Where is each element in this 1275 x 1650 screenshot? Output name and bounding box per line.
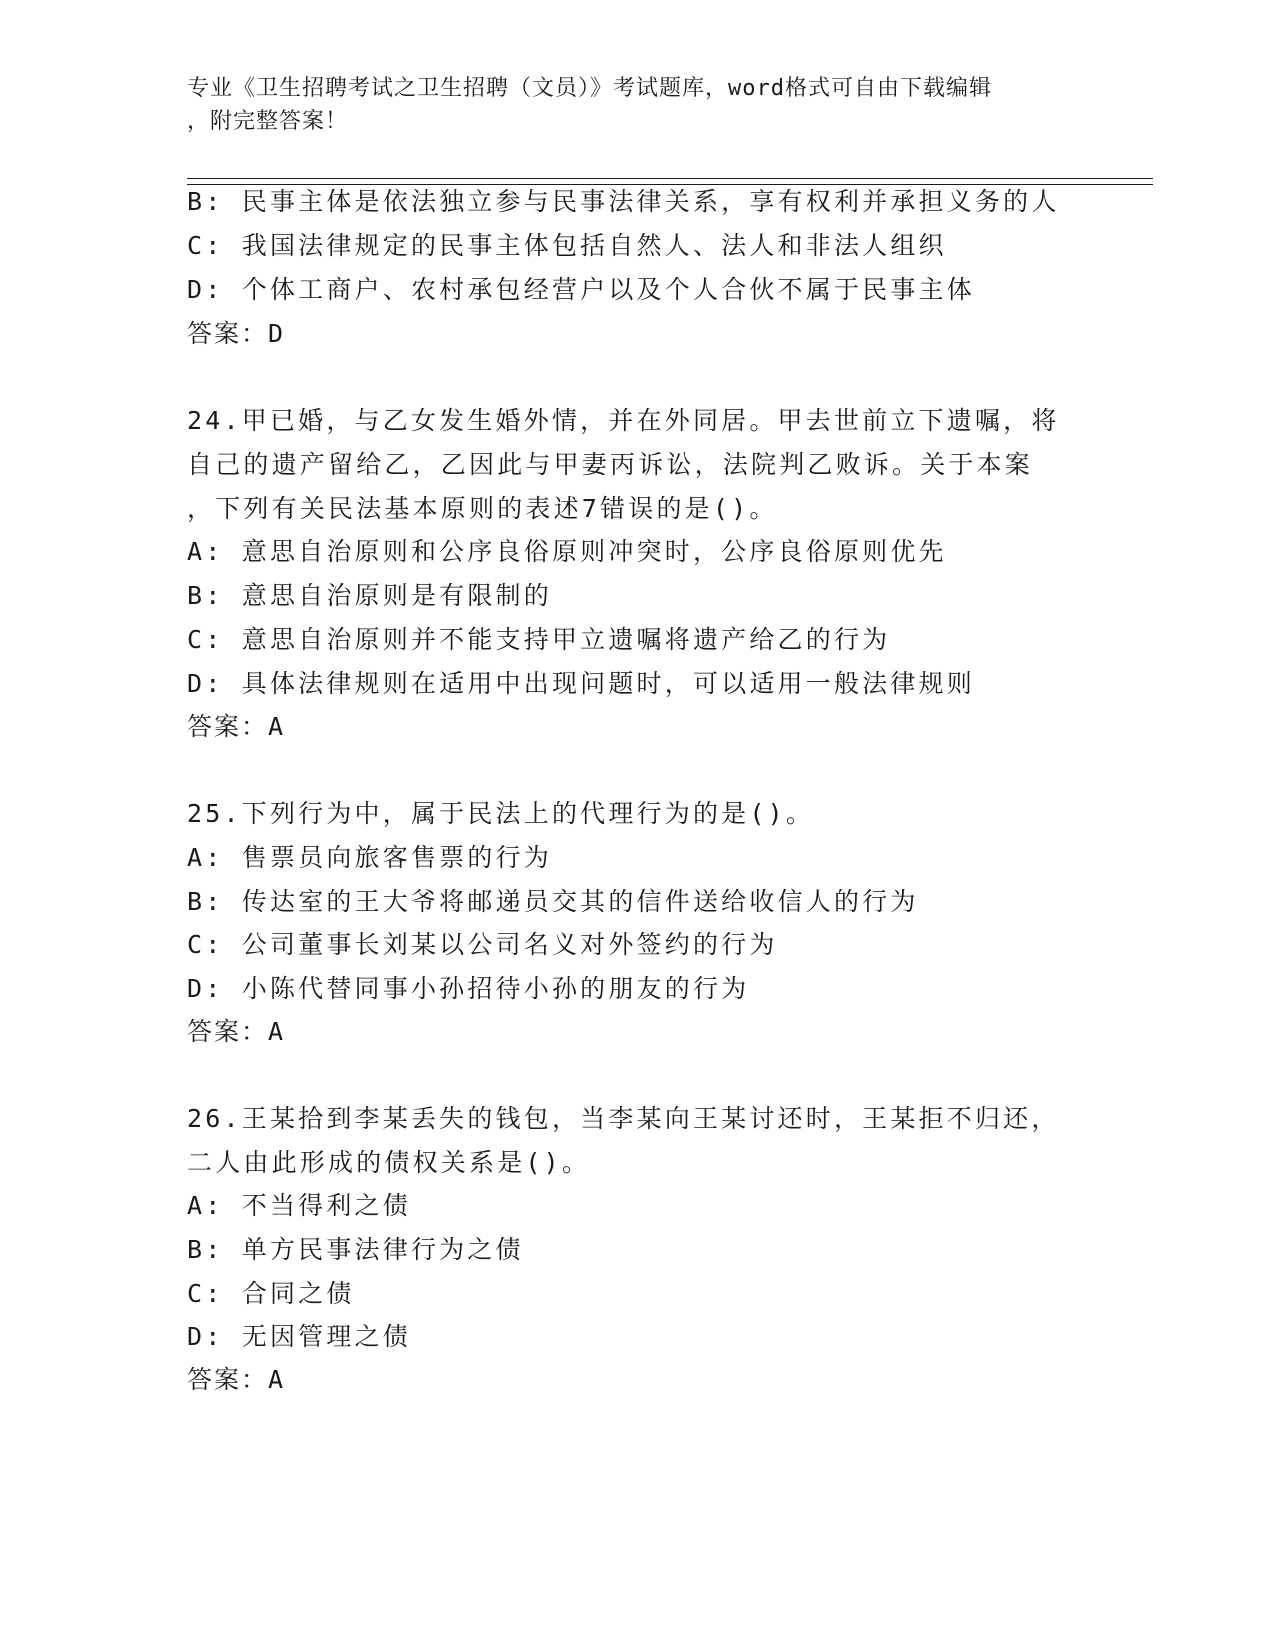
q23-answer: 答案：D — [187, 319, 286, 348]
q26-answer: 答案：A — [187, 1365, 286, 1394]
q26-option-a: A: 不当得利之债 — [187, 1191, 411, 1220]
q24-stem-line-2: 自己的遗产留给乙，乙因此与甲妻丙诉讼，法院判乙败诉。关于本案 — [187, 450, 1034, 479]
q24-stem-line-3: ，下列有关民法基本原则的表述7错误的是()。 — [187, 494, 778, 523]
header-line-1: 专业《卫生招聘考试之卫生招聘（文员）》考试题库，word格式可自由下载编辑 — [187, 76, 992, 101]
header-line-2: ，附完整答案！ — [187, 109, 349, 134]
q25-option-d: D: 小陈代替同事小孙招待小孙的朋友的行为 — [187, 974, 750, 1003]
q25-option-a: A: 售票员向旅客售票的行为 — [187, 843, 552, 872]
q23-option-b: B: 民事主体是依法独立参与民事法律关系，享有权利并承担义务的人 — [187, 187, 1060, 216]
q25-stem-line-1: 25.下列行为中，属于民法上的代理行为的是()。 — [187, 799, 815, 828]
q26-option-b: B: 单方民事法律行为之债 — [187, 1235, 524, 1264]
q25-answer: 答案：A — [187, 1017, 286, 1046]
q24-option-c: C: 意思自治原则并不能支持甲立遗嘱将遗产给乙的行为 — [187, 625, 891, 654]
q24-stem-line-1: 24.甲已婚，与乙女发生婚外情，并在外同居。甲去世前立下遗嘱，将 — [187, 406, 1060, 435]
q24-option-a: A: 意思自治原则和公序良俗原则冲突时，公序良俗原则优先 — [187, 537, 947, 566]
q23-option-c: C: 我国法律规定的民事主体包括自然人、法人和非法人组织 — [187, 231, 947, 260]
q24-answer: 答案：A — [187, 712, 286, 741]
q24-option-b: B: 意思自治原则是有限制的 — [187, 581, 552, 610]
q24-option-d: D: 具体法律规则在适用中出现问题时，可以适用一般法律规则 — [187, 669, 975, 698]
header-divider-top — [187, 178, 1153, 179]
q26-option-d: D: 无因管理之债 — [187, 1322, 411, 1351]
q23-option-d: D: 个体工商户、农村承包经营户以及个人合伙不属于民事主体 — [187, 275, 975, 304]
q26-stem-line-1: 26.王某拾到李某丢失的钱包，当李某向王某讨还时，王某拒不归还， — [187, 1104, 1060, 1133]
header-divider-bottom — [187, 184, 1153, 185]
q25-option-c: C: 公司董事长刘某以公司名义对外签约的行为 — [187, 930, 778, 959]
q26-option-c: C: 合同之债 — [187, 1279, 355, 1308]
q25-option-b: B: 传达室的王大爷将邮递员交其的信件送给收信人的行为 — [187, 887, 919, 916]
document-header — [187, 72, 1077, 138]
q26-stem-line-2: 二人由此形成的债权关系是()。 — [187, 1148, 591, 1177]
